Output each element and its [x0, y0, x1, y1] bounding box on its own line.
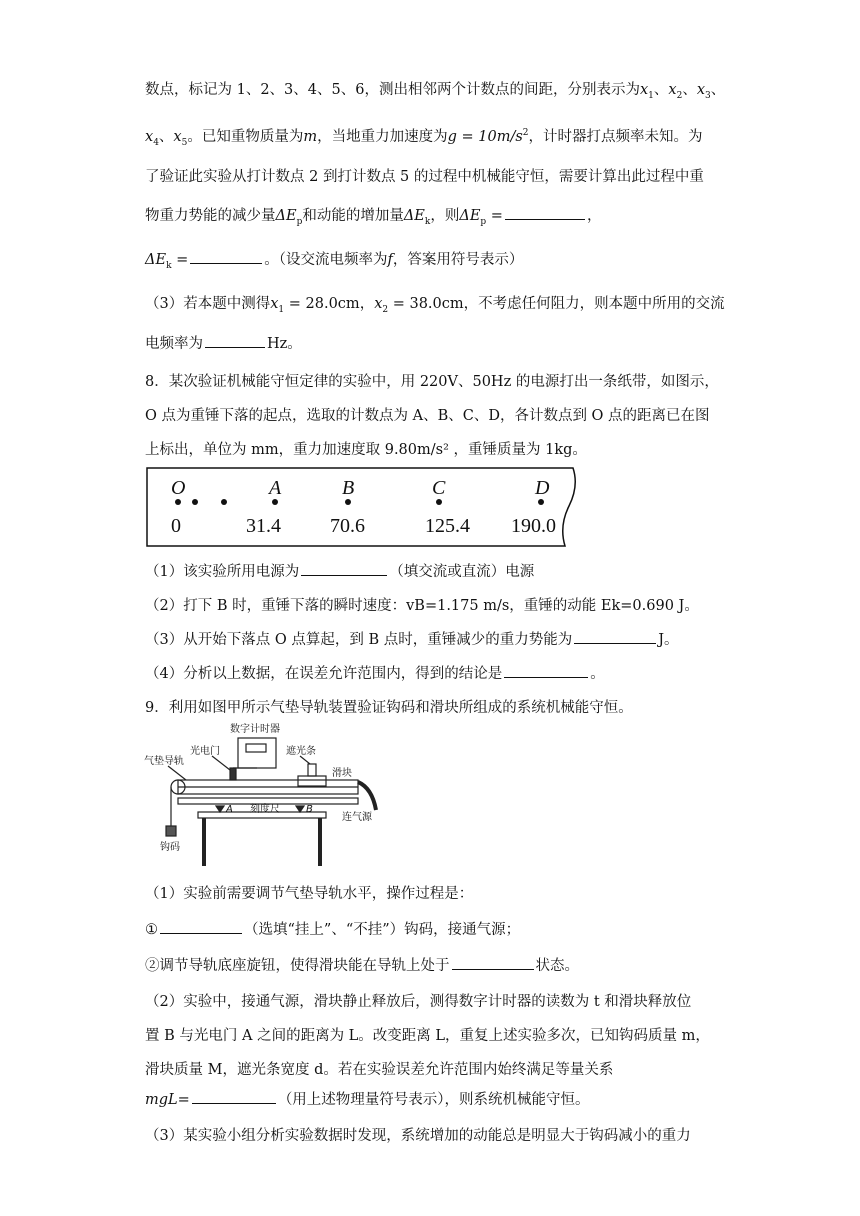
q9-line-1: 9．利用如图甲所示气垫导轨装置验证钩码和滑块所组成的系统机械能守恒。 — [145, 700, 633, 716]
q9-part-2-line-3: 滑块质量 M，遮光条宽度 d。若在实验误差允许范围内始终满足等量关系 — [145, 1062, 614, 1078]
answer-blank-power-type[interactable] — [301, 574, 387, 576]
answer-blank-state[interactable] — [452, 968, 534, 970]
q9-part-2-line-2: 置 B 与光电门 A 之间的距离为 L。改变距离 L，重复上述实验多次，已知钩码质量 m， — [145, 1028, 710, 1044]
answer-blank-frequency[interactable] — [205, 346, 265, 348]
tape-letter-A: A — [269, 477, 282, 499]
tape-dot — [272, 499, 278, 505]
q8-part-2: （2）打下 B 时，重锤下落的瞬时速度：vB=1.175 m/s，重锤的动能 Ek=0.690 J。 — [145, 598, 699, 614]
answer-blank-dEp[interactable] — [505, 218, 585, 220]
q9-part-2-line-1: （2）实验中，接通气源，滑块静止释放后，测得数字计时器的读数为 t 和滑块释放位 — [145, 994, 692, 1010]
label-strip: 遮光条 — [286, 746, 316, 757]
q8-part-4: （4）分析以上数据，在误差允许范围内，得到的结论是 。 — [145, 666, 605, 682]
label-air-source: 连气源 — [342, 812, 372, 823]
paper-tape-figure — [145, 466, 581, 548]
answer-blank-dEk[interactable] — [190, 262, 262, 264]
tape-value-B: 70.6 — [330, 515, 365, 537]
air-hose — [358, 782, 376, 810]
q9-part-3: （3）某实验小组分析实验数据时发现，系统增加的动能总是明显大于钩码减小的重力 — [145, 1128, 691, 1144]
q8-part-3: （3）从开始下落点 O 点算起，到 B 点时，重锤减少的重力势能为 J。 — [145, 632, 679, 648]
tape-value-O: 0 — [171, 515, 181, 537]
tape-letter-O: O — [171, 477, 186, 499]
q9-part-2-line-4: mgL= （用上述物理量符号表示），则系统机械能守恒。 — [145, 1092, 590, 1108]
tape-dot — [221, 499, 227, 505]
q9-step-2: ②调节导轨底座旋钮，使得滑块能在导轨上处于 状态。 — [145, 958, 579, 974]
answer-blank-conclusion[interactable] — [504, 676, 588, 678]
q7-line-3: 了验证此实验从打计数点 2 到打计数点 5 的过程中机械能守恒，需要计算出此过程中重 — [145, 169, 704, 185]
tape-letter-C: C — [432, 477, 446, 499]
q8-line-1: 8．某次验证机械能守恒定律的实验中，用 220V、50Hz 的电源打出一条纸带，如图示， — [145, 374, 719, 390]
digital-timer — [238, 738, 276, 768]
q7-line-4: 物重力势能的减少量$\Delta E_p$和动能的增加量$\Delta E_k$，则$\Delta E_p$ = ， — [145, 208, 602, 227]
q8-line-2: O 点为重锤下落的起点，选取的计数点为 A、B、C、D，各计数点到 O 点的距离已在图 — [145, 408, 710, 424]
tape-dot — [175, 499, 181, 505]
tape-value-A: 31.4 — [246, 515, 281, 537]
hook-weight — [166, 826, 176, 836]
answer-blank-expression[interactable] — [192, 1102, 276, 1104]
q8-part-1: （1）该实验所用电源为 （填交流或直流）电源 — [145, 564, 535, 580]
air-track-apparatus-figure — [140, 718, 400, 868]
label-A: A — [226, 804, 233, 815]
label-slider: 滑块 — [332, 768, 352, 779]
q7-line-6: （3）若本题中测得$x_1 = 28.0cm$，$x_2 = 38.0cm$，不考虑任何阻力，则本题中所用的交流 — [145, 296, 725, 315]
label-track: 气垫导轨 — [144, 756, 184, 767]
answer-blank-potential-energy[interactable] — [574, 642, 656, 644]
label-ruler: 刻度尺 — [250, 804, 280, 815]
label-B: B — [306, 804, 313, 815]
tape-value-D: 190.0 — [511, 515, 556, 537]
shading-strip — [308, 764, 316, 776]
label-timer: 数字计时器 — [230, 724, 280, 735]
tape-dot — [436, 499, 442, 505]
tape-dot — [538, 499, 544, 505]
tape-letter-D: D — [535, 477, 550, 499]
photogate — [230, 768, 236, 780]
slider-block — [298, 776, 326, 786]
answer-blank-hook[interactable] — [160, 932, 242, 934]
label-weight: 钩码 — [160, 842, 180, 853]
tape-dot — [345, 499, 351, 505]
tape-letter-B: B — [342, 477, 355, 499]
q7-line-7: 电频率为 Hz。 — [145, 336, 302, 352]
q7-line-5: $\Delta E_k$ = 。（设交流电频率为f，答案用符号表示） — [145, 252, 524, 271]
q7-line-2: $x_4$、$x_5$。已知重物质量为m，当地重力加速度为$g = 10m/s^2$，计时器打点频率未知。为 — [145, 128, 703, 148]
q8-line-3: 上标出，单位为 mm，重力加速度取 9.80m/s² ，重锤质量为 1kg。 — [145, 442, 587, 458]
tape-value-C: 125.4 — [425, 515, 470, 537]
tape-dot — [192, 499, 198, 505]
q9-step-1: ① （选填“挂上”、“不挂”）钩码，接通气源； — [145, 922, 521, 938]
q9-part-1: （1）实验前需要调节气垫导轨水平，操作过程是： — [145, 886, 474, 902]
label-gate: 光电门 — [190, 746, 220, 757]
q7-line-1: 数点，标记为 1、2、3、4、5、6，测出相邻两个计数点的间距，分别表示为$x_1$、$x_2$、$x_3$、 — [145, 82, 726, 101]
